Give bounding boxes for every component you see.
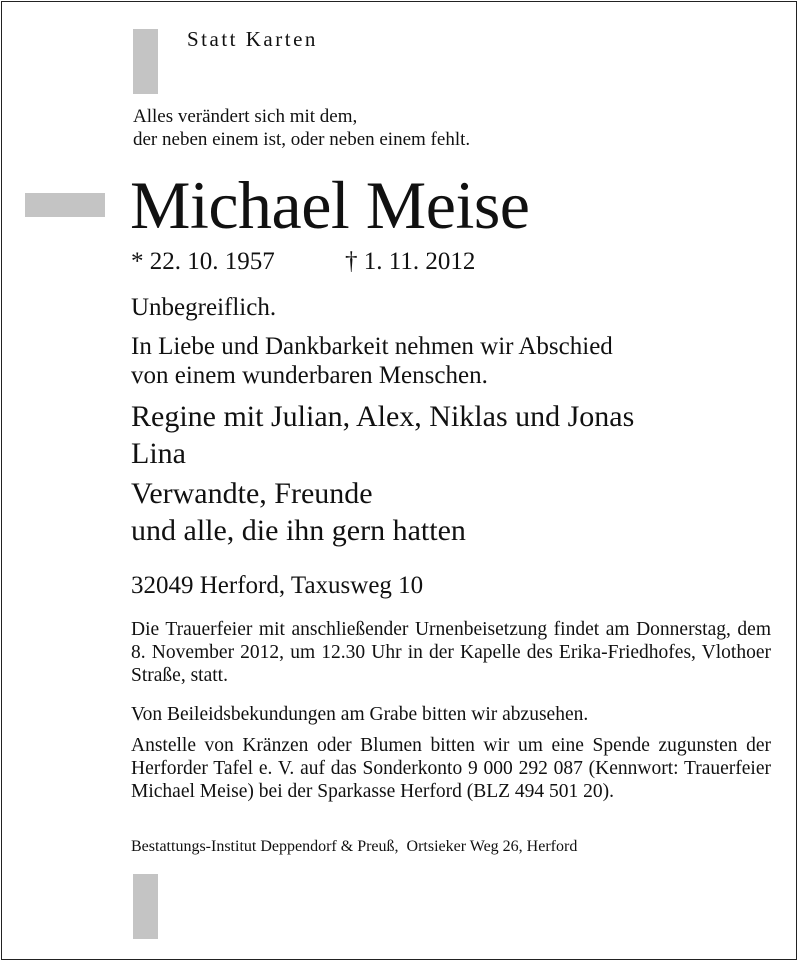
mourners-line-2: Lina: [131, 437, 186, 470]
ceremony-text: Die Trauerfeier mit anschließender Urnenbeisetzung findet am Donnerstag, dem 8. November 2012, um 12.30 Uhr in der Kapelle des Erika-Friedhofes, Vlothoer Straße, statt.: [131, 619, 771, 686]
cross-bar-bottom: [133, 874, 158, 939]
condolences-text: Von Beileidsbekundungen am Grabe bitten wir abzusehen.: [131, 704, 589, 725]
death-date: † 1. 11. 2012: [345, 248, 476, 275]
mourners-line-4: und alle, die ihn gern hatten: [131, 514, 466, 547]
farewell-line-1: Unbegreiflich.: [131, 294, 277, 321]
deceased-name: Michael Meise: [130, 167, 530, 243]
farewell-line-2: In Liebe und Dankbarkeit nehmen wir Abschied: [131, 333, 613, 360]
mourners-line-1: Regine mit Julian, Alex, Niklas und Jonas: [131, 400, 635, 433]
birth-date: * 22. 10. 1957: [131, 248, 275, 275]
quote-line-1: Alles verändert sich mit dem,: [133, 106, 358, 127]
cross-bar-top: [133, 29, 158, 94]
quote-line-2: der neben einem ist, oder neben einem fehlt.: [133, 129, 471, 150]
cross-bar-left: [25, 193, 105, 217]
farewell-line-3: von einem wunderbaren Menschen.: [131, 362, 488, 389]
funeral-home: Bestattungs-Institut Deppendorf & Preuß, Ortsieker Weg 26, Herford: [131, 838, 578, 855]
mourners-line-3: Verwandte, Freunde: [131, 477, 373, 510]
donation-text: Anstelle von Kränzen oder Blumen bitten wir um eine Spende zugunsten der Herforder Tafel e. V. auf das Sonderkonto 9 000 292 087 (Kennwort: Trauerfeier Michael Meise) bei der Sparkasse Herford (BLZ 494 501 20).: [131, 735, 771, 802]
statt-karten-heading: Statt Karten: [187, 27, 318, 51]
family-address: 32049 Herford, Taxusweg 10: [131, 572, 424, 599]
